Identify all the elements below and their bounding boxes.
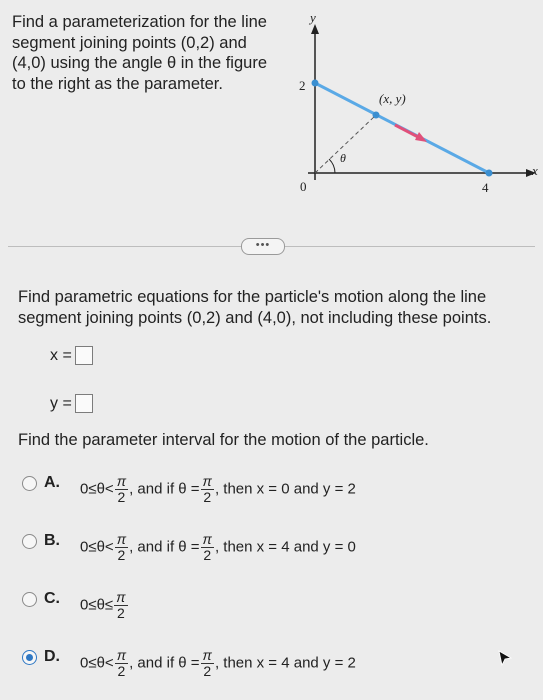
option-d-radio[interactable] <box>22 650 37 665</box>
option-b-radio[interactable] <box>22 534 37 549</box>
y-axis-arrow-icon <box>311 24 319 34</box>
option-a-letter: A. <box>44 474 60 491</box>
x-axis-label: x <box>532 163 538 178</box>
problem-prompt: Find a parameterization for the line segment joining points (0,2) and (4,0) using the angle θ in the figure to the right as the parameter. <box>12 13 268 93</box>
subquestion-text: Find parametric equations for the particle's motion along the line segment joining points (0,2) and (4,0), not including these points. <box>18 288 492 327</box>
y-tick-label: 2 <box>299 78 306 93</box>
mouse-cursor-icon <box>498 650 512 666</box>
angle-label: θ <box>340 151 346 165</box>
option-a-radio[interactable] <box>22 476 37 491</box>
x-answer-input[interactable] <box>75 346 93 365</box>
y-answer-input[interactable] <box>75 394 93 413</box>
origin-label: 0 <box>300 179 307 194</box>
option-a[interactable] <box>22 474 502 514</box>
y-axis-label: y <box>310 10 316 25</box>
direction-arrow <box>395 125 420 138</box>
x-equation <box>50 346 93 365</box>
option-d[interactable] <box>22 648 502 688</box>
option-b[interactable] <box>22 532 502 572</box>
option-d-letter: D. <box>44 648 60 665</box>
angle-arc <box>329 159 335 173</box>
endpoint-top <box>312 80 319 87</box>
x-equation-label: x = <box>50 346 72 364</box>
option-a-text: 0≤θ< $\frac{\pi}{2}$ , and if θ = $\frac{\pi}{2}$ , then x = 0 and y = 2 <box>80 473 356 505</box>
option-b-text: 0≤θ< $\frac{\pi}{2}$ , and if θ = $\frac{\pi}{2}$ , then x = 4 and y = 0 <box>80 531 356 563</box>
option-d-text: 0≤θ< $\frac{\pi}{2}$ , and if θ = $\frac{\pi}{2}$ , then x = 4 and y = 2 <box>80 647 356 679</box>
x-tick-label: 4 <box>482 180 489 195</box>
more-button[interactable]: ••• <box>241 238 285 255</box>
y-equation <box>50 394 93 413</box>
option-c-text: 0≤θ≤ $\frac{\pi}{2}$ <box>80 589 126 621</box>
option-c-radio[interactable] <box>22 592 37 607</box>
endpoint-right <box>486 170 493 177</box>
option-c-letter: C. <box>44 590 60 607</box>
interval-question: Find the parameter interval for the motion of the particle. <box>18 431 429 449</box>
y-equation-label: y = <box>50 394 72 412</box>
option-c[interactable] <box>22 590 222 630</box>
direction-arrow-head-icon <box>415 132 427 142</box>
parameterization-figure <box>278 8 543 208</box>
point-label: (x, y) <box>379 91 406 106</box>
option-b-letter: B. <box>44 532 60 549</box>
